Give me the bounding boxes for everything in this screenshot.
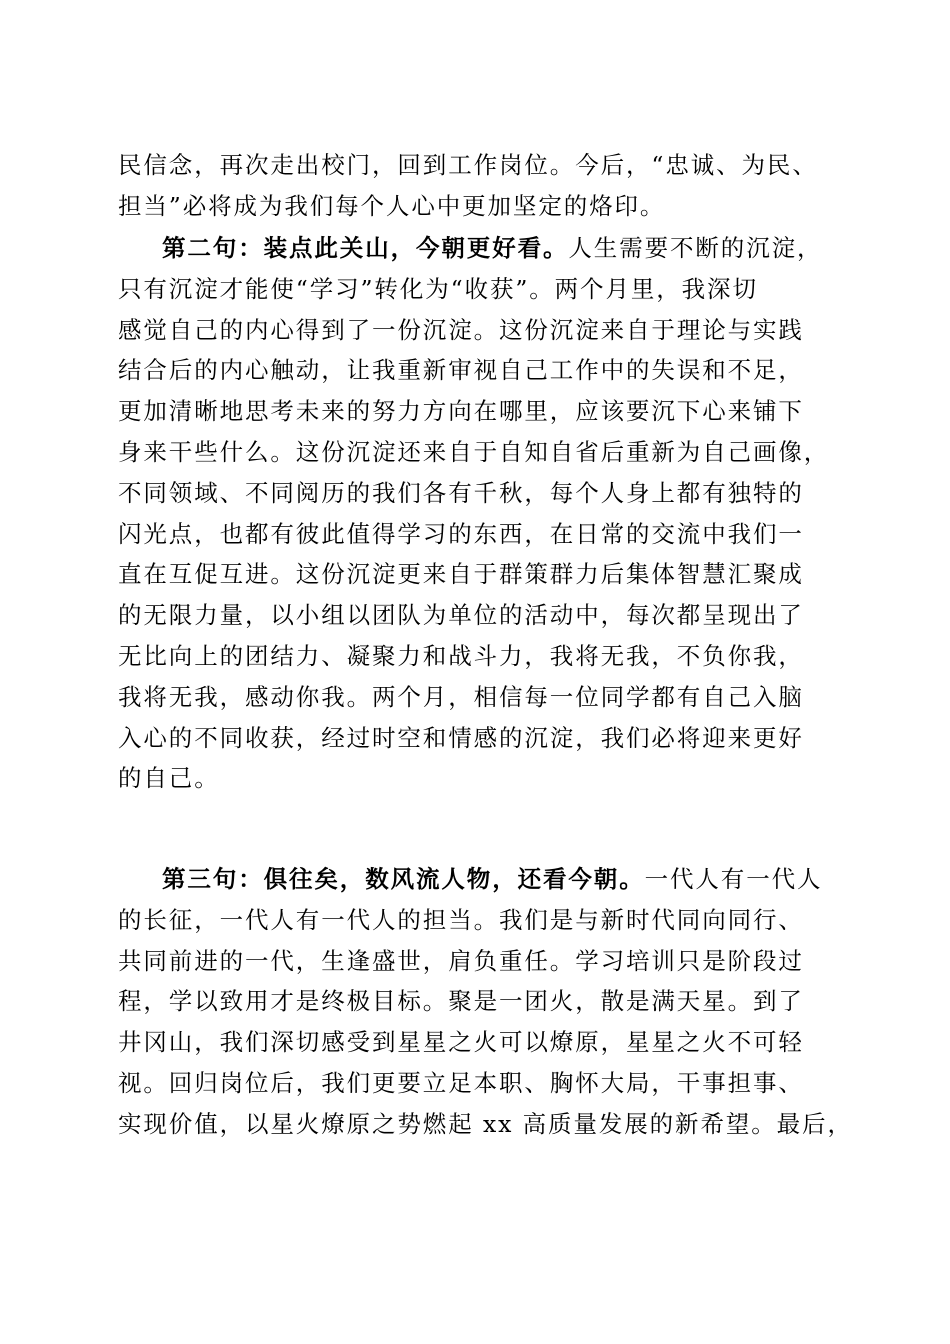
paragraph-line: 入心的不同收获，经过时空和情感的沉淀，我们必将迎来更好	[118, 723, 804, 752]
paragraph-2	[118, 228, 834, 799]
paragraph-line: 无比向上的团结力、凝聚力和战斗力，我将无我，不负你我，	[118, 641, 804, 670]
paragraph-line: 的自己。	[118, 764, 220, 793]
paragraph-line: 身来干些什么。这份沉淀还来自于自知自省后重新为自己画像，	[118, 437, 830, 466]
paragraph-first-line-text: 人生需要不断的沉淀，	[568, 234, 823, 262]
paragraph-first-line	[118, 859, 834, 900]
paragraph-lead: 第三句：俱往矣，数风流人物，还看今朝。	[162, 865, 645, 893]
paragraph-line: 闪光点，也都有彼此值得学习的东西，在日常的交流中我们一	[118, 519, 804, 548]
paragraph-line: 更加清晰地思考未来的努力方向在哪里，应该要沉下心来铺下	[118, 397, 804, 426]
paragraph-line: 视。回归岗位后，我们更要立足本职、胸怀大局，干事担事、	[118, 1068, 804, 1097]
paragraph-line: 的长征，一代人有一代人的担当。我们是与新时代同向同行、	[118, 905, 804, 934]
paragraph-line: 井冈山，我们深切感受到星星之火可以燎原，星星之火不可轻	[118, 1028, 804, 1057]
paragraph-line: 直在互促互进。这份沉淀更来自于群策群力后集体智慧汇聚成	[118, 560, 804, 589]
paragraph-1	[118, 145, 834, 227]
paragraph-3	[118, 859, 853, 1145]
paragraph-line: 我将无我，感动你我。两个月，相信每一位同学都有自己入脑	[118, 682, 804, 711]
paragraph-line: 实现价值，以星火燎原之势燃起 xx 高质量发展的新希望。最后，	[118, 1109, 853, 1138]
paragraph-line: 只有沉淀才能使“学习”转化为“收获”。两个月里，我深切	[118, 274, 758, 303]
paragraph-line: 感觉自己的内心得到了一份沉淀。这份沉淀来自于理论与实践	[118, 315, 804, 344]
paragraph-line: 结合后的内心触动，让我重新审视自己工作中的失误和不足，	[118, 356, 804, 385]
paragraph-line: 程，学以致用才是终极目标。聚是一团火，散是满天星。到了	[118, 987, 804, 1016]
paragraph-line: 民信念，再次走出校门，回到工作岗位。今后，“忠诚、为民、	[118, 151, 818, 179]
paragraph-first-line	[118, 228, 834, 269]
paragraph-first-line-text: 一代人有一代人	[644, 865, 823, 893]
paragraph-lead: 第二句：装点此关山，今朝更好看。	[162, 234, 569, 262]
paragraph-line: 担当”必将成为我们每个人心中更加坚定的烙印。	[118, 191, 666, 220]
paragraph-line: 不同领域、不同阅历的我们各有千秋，每个人身上都有独特的	[118, 478, 804, 507]
paragraph-line: 共同前进的一代，生逢盛世，肩负重任。学习培训只是阶段过	[118, 946, 804, 975]
paragraph-line: 的无限力量，以小组以团队为单位的活动中，每次都呈现出了	[118, 601, 804, 630]
